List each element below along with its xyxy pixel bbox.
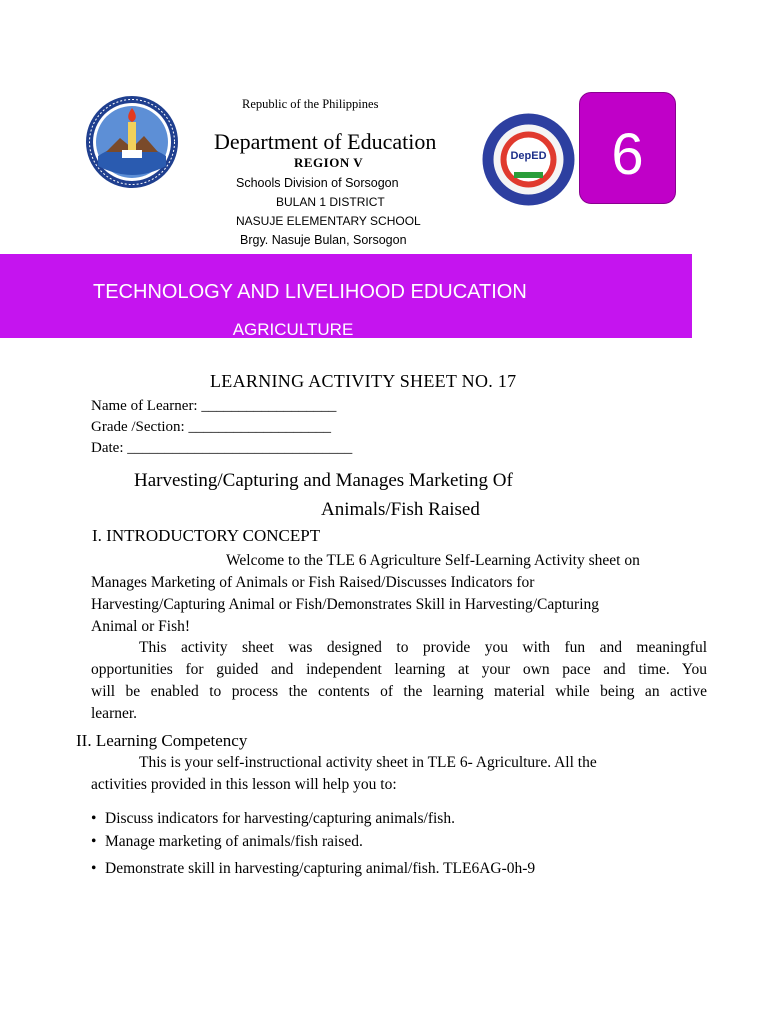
grade-section-field-line: Grade /Section: ___________________	[91, 419, 331, 435]
intro-p1-line1: Welcome to the TLE 6 Agriculture Self-Learning Activity sheet on	[226, 552, 640, 569]
grade-badge	[579, 92, 676, 204]
intro-p2-line3: will be enabled to process the contents of the learning material while being an active	[91, 683, 707, 700]
intro-p2-line4: learner.	[91, 705, 138, 722]
deped-seal-logo	[84, 94, 180, 190]
department-title: Department of Education	[214, 129, 437, 154]
intro-p1-line3: Harvesting/Capturing Animal or Fish/Demonstrates Skill in Harvesting/Capturing	[91, 596, 600, 613]
lesson-title-line2: Animals/Fish Raised	[321, 499, 480, 520]
competency-line2: activities provided in this lesson will help you to:	[91, 776, 397, 793]
sheet-title: LEARNING ACTIVITY SHEET NO. 17	[210, 371, 517, 391]
school-label: NASUJE ELEMENTARY SCHOOL	[236, 214, 421, 228]
region-label: REGION V	[294, 155, 364, 170]
intro-heading: I. INTRODUCTORY CONCEPT	[92, 526, 321, 545]
competency-bullet-text: Manage marketing of animals/fish raised.	[105, 833, 363, 850]
seal-center-text: DepED	[510, 150, 547, 162]
intro-p2-line2: opportunities for guided and independent learning at your own pace and time. You	[91, 661, 707, 678]
intro-p1-line2: Manages Marketing of Animals or Fish Raised/Discusses Indicators for	[91, 574, 535, 591]
intro-p1-line4: Animal or Fish!	[91, 618, 191, 635]
grade-number: 6	[611, 122, 644, 187]
competency-bullet: • Discuss indicators for harvesting/capturing animals/fish.	[91, 810, 455, 827]
competency-heading: II. Learning Competency	[76, 731, 248, 750]
name-field-line: Name of Learner: __________________	[91, 398, 337, 414]
district-label: BULAN 1 DISTRICT	[276, 195, 385, 209]
school-seal-logo	[481, 112, 576, 207]
division-label: Schools Division of Sorsogon	[236, 176, 399, 190]
competency-bullet-text: Demonstrate skill in harvesting/capturing animal/fish. TLE6AG-0h-9	[105, 860, 536, 877]
date-field-line: Date: ______________________________	[91, 440, 353, 456]
intro-p2-line1: This activity sheet was designed to provide you with fun and meaningful	[139, 639, 707, 656]
competency-bullet-text: Discuss indicators for harvesting/capturing animals/fish.	[105, 810, 455, 827]
subject-title: TECHNOLOGY AND LIVELIHOOD EDUCATION	[93, 281, 527, 303]
competency-line1: This is your self-instructional activity sheet in TLE 6- Agriculture. All the	[139, 754, 597, 771]
lesson-title-line1: Harvesting/Capturing and Manages Marketing Of	[134, 470, 513, 491]
address-label: Brgy. Nasuje Bulan, Sorsogon	[240, 233, 407, 247]
competency-bullet: • Manage marketing of animals/fish raised.	[91, 833, 363, 850]
competency-bullet: • Demonstrate skill in harvesting/capturing animal/fish. TLE6AG-0h-9	[91, 860, 536, 877]
subject-banner	[0, 254, 692, 338]
republic-label: Republic of the Philippines	[242, 97, 379, 111]
subject-subtitle: AGRICULTURE	[232, 320, 354, 338]
